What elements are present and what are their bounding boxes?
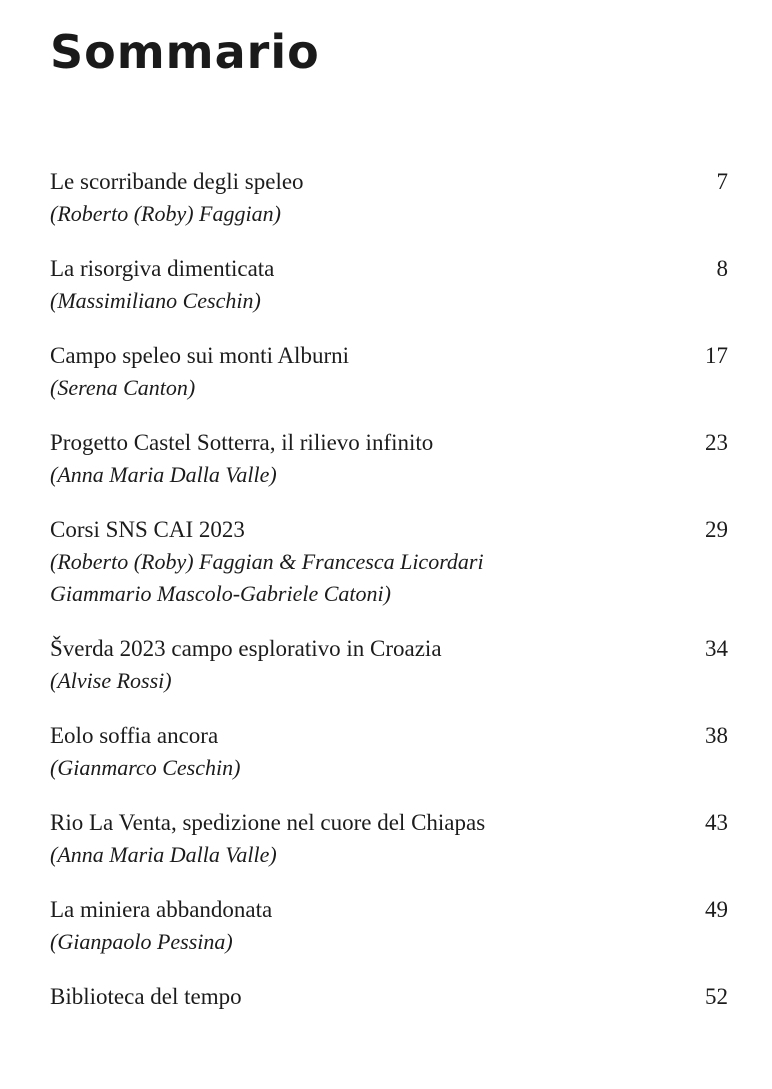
toc-entry: [50, 980, 728, 1013]
entry-author: Giammario Mascolo-Gabriele Catoni): [50, 581, 391, 606]
entry-page-number: 52: [705, 984, 728, 1009]
entry-title: La risorgiva dimenticata: [50, 256, 275, 281]
entry-page-number: 17: [705, 343, 728, 368]
toc-entry: [50, 893, 728, 958]
toc-entry: [50, 632, 728, 697]
toc-entry: [50, 252, 728, 317]
entry-title: Šverda 2023 campo esplorativo in Croazia: [50, 636, 442, 661]
entry-author: (Anna Maria Dalla Valle): [50, 842, 277, 867]
entry-author: (Massimiliano Ceschin): [50, 288, 261, 313]
entry-page-number: 49: [705, 897, 728, 922]
page-title: Sommario: [50, 25, 320, 79]
entry-page-number: 8: [716, 256, 728, 281]
entry-title: Progetto Castel Sotterra, il rilievo infinito: [50, 430, 434, 455]
entry-page-number: 43: [705, 810, 728, 835]
toc-entry: [50, 719, 728, 784]
entry-author: (Alvise Rossi): [50, 668, 172, 693]
entry-page-number: 23: [705, 430, 728, 455]
entry-title: Eolo soffia ancora: [50, 723, 219, 748]
toc-entry: [50, 426, 728, 491]
toc-entry: [50, 339, 728, 404]
entry-title: La miniera abbandonata: [50, 897, 273, 922]
entry-title: Le scorribande degli speleo: [50, 169, 304, 194]
entry-title: Biblioteca del tempo: [50, 984, 242, 1009]
entry-title: Corsi SNS CAI 2023: [50, 517, 245, 542]
entry-author: (Gianpaolo Pessina): [50, 929, 233, 954]
entry-page-number: 38: [705, 723, 728, 748]
entry-author: (Roberto (Roby) Faggian & Francesca Licordari: [50, 549, 484, 574]
entry-author: (Roberto (Roby) Faggian): [50, 201, 281, 226]
toc-entry: [50, 806, 728, 871]
entry-page-number: 7: [716, 169, 728, 194]
entry-author: (Serena Canton): [50, 375, 196, 400]
toc-entry: [50, 513, 728, 610]
entry-title: Rio La Venta, spedizione nel cuore del Chiapas: [50, 810, 486, 835]
table-of-contents: [50, 165, 728, 1035]
entry-author: (Gianmarco Ceschin): [50, 755, 241, 780]
toc-entry: [50, 165, 728, 230]
entry-title: Campo speleo sui monti Alburni: [50, 343, 349, 368]
entry-page-number: 29: [705, 517, 728, 542]
entry-page-number: 34: [705, 636, 728, 661]
entry-author: (Anna Maria Dalla Valle): [50, 462, 277, 487]
